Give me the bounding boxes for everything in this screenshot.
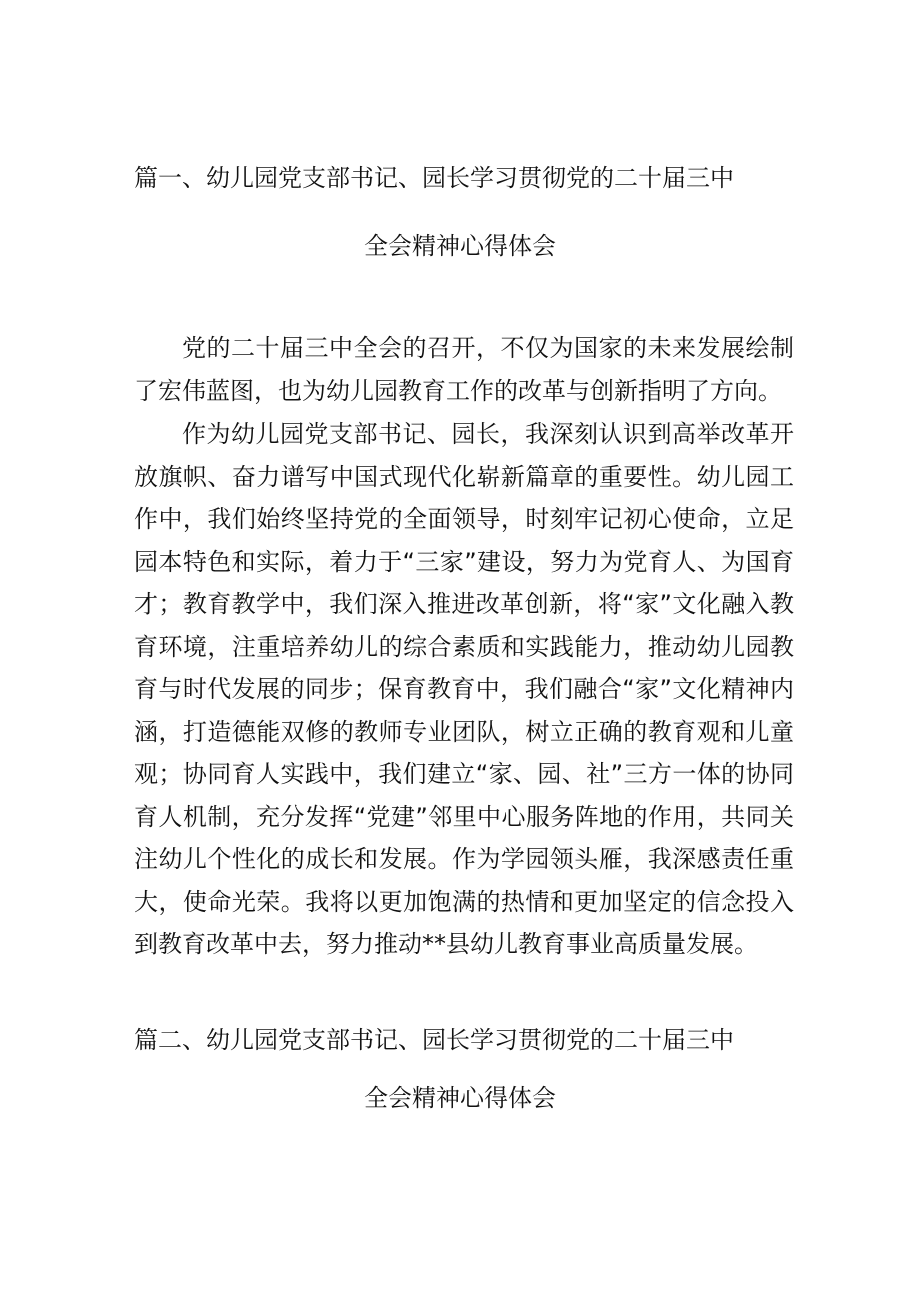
section-1-paragraph-1: 党的二十届三中全会的召开，不仅为国家的未来发展绘制了宏伟蓝图，也为幼儿园教育工作的改革与创新指明了方向。: [134, 334, 794, 405]
section-1-title-line1: 篇一、幼儿园党支部书记、园长学习贯彻党的二十届三中: [134, 164, 734, 192]
section-2-title-line1: 篇二、幼儿园党支部书记、园长学习贯彻党的二十届三中: [134, 1026, 734, 1054]
section-1-paragraph-2: 作为幼儿园党支部书记、园长，我深刻认识到高举改革开放旗帜、奋力谱写中国式现代化崭新篇章的重要性。幼儿园工作中，我们始终坚持党的全面领导，时刻牢记初心使命，立足园本特色和实际，着力于“三家”建设，努力为党育人、为国育才；教育教学中，我们深入推进改革创新，将“家”文化融入教育环境，注重培养幼儿的综合素质和实践能力，推动幼儿园教育与时代发展的同步；保育教育中，我们融合“家”文化精神内涵，打造德能双修的教师专业团队，树立正确的教育观和儿童观；协同育人实践中，我们建立“家、园、社”三方一体的协同育人机制，充分发挥“党建”邻里中心服务阵地的作用，共同关注幼儿个性化的成长和发展。作为学园领头雁，我深感责任重大，使命光荣。我将以更加饱满的热情和更加坚定的信念投入到教育改革中去，努力推动**县幼儿教育事业高质量发展。: [134, 420, 794, 958]
section-1-title-line2: 全会精神心得体会: [364, 232, 556, 260]
section-2-title-line2: 全会精神心得体会: [364, 1084, 556, 1112]
